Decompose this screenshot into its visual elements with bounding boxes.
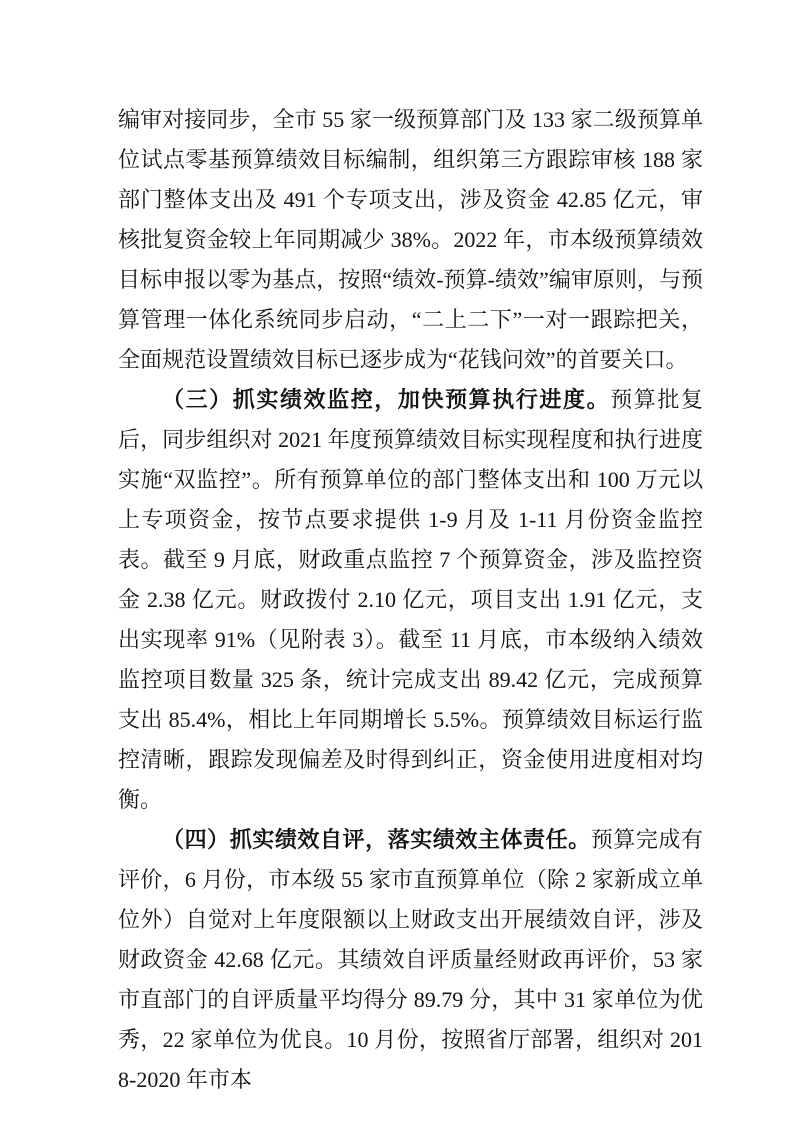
paragraph-text: 预算批复后，同步组织对 2021 年度预算绩效目标实现程度和执行进度实施“双监控”。所有预算单位的部门整体支出和 100 万元以上专项资金，按节点要求提供 1-9 月及 1-11 月份资金监控表。截至 9 月底，财政重点监控 7 个预算资金，涉及监控资金 2.38 亿元。财政拨付 2.10 亿元，项目支出 1.91 亿元，支出实现率 91%（见附表 3）。截至 11 月底，市本级纳入绩效监控项目数量 325 条，统计完成支出 89.42 亿元，完成预算支出 85.4%，相比上年同期增长 5.5%。预算绩效目标运行监控清晰，跟踪发现偏差及时得到纠正，资金使用进度相对均衡。 — [118, 387, 703, 812]
paragraph-section-3 — [118, 380, 703, 820]
section-heading-3: （三）抓实绩效监控，加快预算执行进度。 — [162, 387, 611, 412]
document-text-area — [118, 100, 703, 1100]
paragraph-text: 编审对接同步，全市 55 家一级预算部门及 133 家二级预算单位试点零基预算绩效目标编制，组织第三方跟踪审核 188 家部门整体支出及 491 个专项支出，涉及资金 42.85 亿元，审核批复资金较上年同期减少 38%。2022 年，市本级预算绩效目标申报以零为基点，按照“绩效-预算-绩效”编审原则，与预算管理一体化系统同步启动，“二上二下”一对一跟踪把关，全面规范设置绩效目标已逐步成为“花钱问效”的首要关口。 — [118, 107, 703, 372]
paragraph-text: 预算完成有评价，6 月份，市本级 55 家市直预算单位（除 2 家新成立单位外）自觉对上年度限额以上财政支出开展绩效自评，涉及财政资金 42.68 亿元。其绩效自评质量经财政再评价，53 家市直部门的自评质量平均得分 89.79 分，其中 31 家单位为优秀，22 家单位为优良。10 月份，按照省厅部署，组织对 2018-2020 年市本 — [118, 827, 703, 1092]
paragraph-continuation — [118, 100, 703, 380]
section-heading-4: （四）抓实绩效自评，落实绩效主体责任。 — [162, 827, 591, 852]
paragraph-section-4 — [118, 820, 703, 1100]
